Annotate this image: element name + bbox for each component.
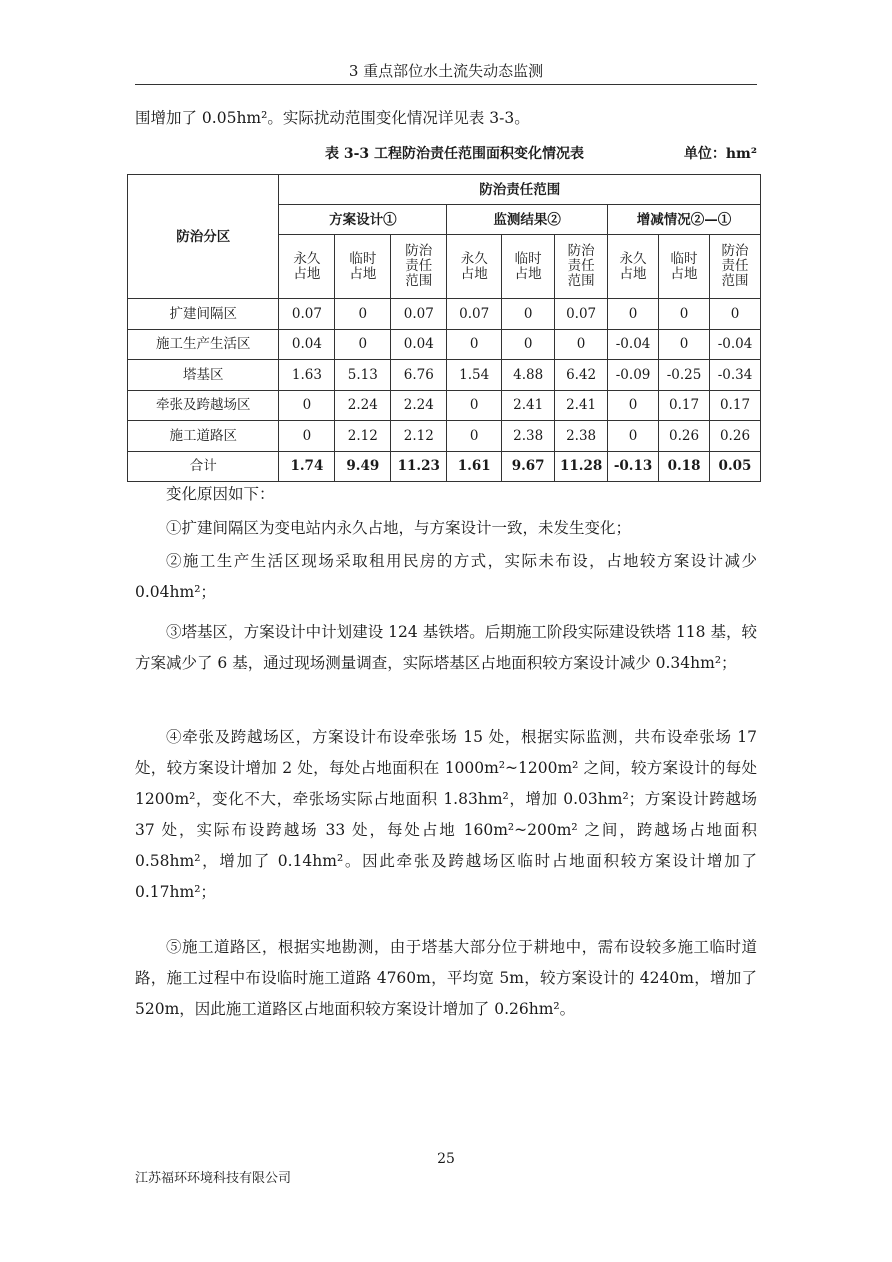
cell: 0.07 [447,299,502,330]
total-cell: 11.23 [391,451,447,482]
cell: 0 [608,390,659,421]
cell: -0.25 [659,360,710,391]
total-label: 合计 [128,451,279,482]
total-cell: 11.28 [555,451,608,482]
reasons-title: 变化原因如下： [166,485,275,503]
row-name: 塔基区 [128,360,279,391]
subheader-temporary [502,235,555,299]
subheader-temporary [335,235,391,299]
cell: 0 [659,299,710,330]
table-caption: 表 3-3 工程防治责任范围面积变化情况表 [325,146,585,162]
reason-4: ④牵张及跨越场区，方案设计布设牵张场 15 处，根据实际监测，共布设牵张场 17 处，较方案设计增加 2 处，每处占地面积在 1000m²~1200m² 之间，较方案设计的每处 1200m²，变化不大，牵张场实际占地面积 1.83hm²，增加 0.03hm²；方案设计跨越场 37 处，实际布设跨越场 33 处，每处占地 160m²~200m² 之间，跨越场占地面积 0.58hm²，增加了 0.14hm²。因此牵张及跨越场区临时占地面积较方案设计增加了 0.17hm²； [135,728,757,901]
cell: 0.17 [710,390,761,421]
cell: 0 [608,421,659,452]
subheader-permanent [608,235,659,299]
header-scope: 防治责任范围 [279,175,761,205]
running-header: 3 重点部位水土流失动态监测 [348,62,544,80]
table-row [128,329,761,360]
total-cell: -0.13 [608,451,659,482]
subheader-permanent-text: 永久占地 [619,250,647,282]
subheader-scope [555,235,608,299]
table-row [128,390,761,421]
cell: 1.54 [447,360,502,391]
cell: 2.12 [391,421,447,452]
table-row [128,421,761,452]
subheader-temporary-text: 临时占地 [670,250,698,282]
reason-1: ①扩建间隔区为变电站内永久占地，与方案设计一致，未发生变化； [166,519,632,537]
subheader-permanent [447,235,502,299]
cell: 1.63 [279,360,335,391]
cell: 0.07 [279,299,335,330]
cell: 2.38 [555,421,608,452]
cell: 0.07 [391,299,447,330]
subheader-permanent [279,235,335,299]
total-cell: 1.74 [279,451,335,482]
subheader-permanent-text: 永久占地 [293,250,321,282]
reason-2: ②施工生产生活区现场采取租用民房的方式，实际未布设，占地较方案设计减少 0.04hm²； [135,552,757,601]
cell: 0.26 [659,421,710,452]
subheader-scope [391,235,447,299]
header-group-plan: 方案设计① [279,205,447,235]
cell: 0 [659,329,710,360]
cell: 0.04 [391,329,447,360]
table-row [128,299,761,330]
subheader-temporary [659,235,710,299]
total-cell: 9.67 [502,451,555,482]
table-unit: 单位：hm² [683,146,757,162]
page-number: 25 [437,1151,455,1167]
subheader-scope-text: 防治责任范围 [567,243,595,289]
cell: -0.34 [710,360,761,391]
cell: 0 [555,329,608,360]
subheader-temporary-text: 临时占地 [514,250,542,282]
cell: 0.07 [555,299,608,330]
cell: 2.38 [502,421,555,452]
intro-paragraph: 围增加了 0.05hm²。实际扰动范围变化情况详见表 3-3。 [135,109,530,127]
cell: 0 [335,329,391,360]
cell: 5.13 [335,360,391,391]
table-caption-bar [135,143,757,165]
cell: 2.24 [335,390,391,421]
cell: -0.04 [710,329,761,360]
cell: 0 [710,299,761,330]
cell: 4.88 [502,360,555,391]
company-name: 江苏福环环境科技有限公司 [135,1171,292,1186]
area-change-table [127,174,761,482]
cell: 0 [502,329,555,360]
cell: 0 [447,329,502,360]
table-row [128,360,761,391]
header-zone: 防治分区 [128,175,279,299]
subheader-scope-text: 防治责任范围 [405,243,433,289]
cell: 0 [502,299,555,330]
row-name: 扩建间隔区 [128,299,279,330]
row-name: 牵张及跨越场区 [128,390,279,421]
total-cell: 0.18 [659,451,710,482]
total-row [128,451,761,482]
cell: 0.17 [659,390,710,421]
cell: 0.04 [279,329,335,360]
header-rule [135,84,757,85]
subheader-temporary-text: 临时占地 [349,250,377,282]
cell: 6.76 [391,360,447,391]
cell: 0 [279,421,335,452]
subheader-permanent-text: 永久占地 [460,250,488,282]
cell: 2.41 [555,390,608,421]
cell: 0.26 [710,421,761,452]
row-name: 施工生产生活区 [128,329,279,360]
subheader-scope-text: 防治责任范围 [721,243,749,289]
subheader-scope [710,235,761,299]
total-cell: 9.49 [335,451,391,482]
row-name: 施工道路区 [128,421,279,452]
cell: 0 [608,299,659,330]
cell: 2.12 [335,421,391,452]
cell: 0 [447,421,502,452]
cell: -0.04 [608,329,659,360]
cell: -0.09 [608,360,659,391]
total-cell: 1.61 [447,451,502,482]
cell: 2.24 [391,390,447,421]
reason-3: ③塔基区，方案设计中计划建设 124 基铁塔。后期施工阶段实际建设铁塔 118 基，较方案减少了 6 基，通过现场测量调查，实际塔基区占地面积较方案设计减少 0.34hm²； [135,623,757,672]
cell: 0 [447,390,502,421]
reason-5: ⑤施工道路区，根据实地勘测，由于塔基大部分位于耕地中，需布设较多施工临时道路，施工过程中布设临时施工道路 4760m，平均宽 5m，较方案设计的 4240m，增加了 520m，因此施工道路区占地面积较方案设计增加了 0.26hm²。 [135,938,757,1018]
cell: 0 [279,390,335,421]
cell: 0 [335,299,391,330]
total-cell: 0.05 [710,451,761,482]
cell: 6.42 [555,360,608,391]
header-group-monitor: 监测结果② [447,205,608,235]
cell: 2.41 [502,390,555,421]
header-group-change: 增减情况②—① [608,205,761,235]
